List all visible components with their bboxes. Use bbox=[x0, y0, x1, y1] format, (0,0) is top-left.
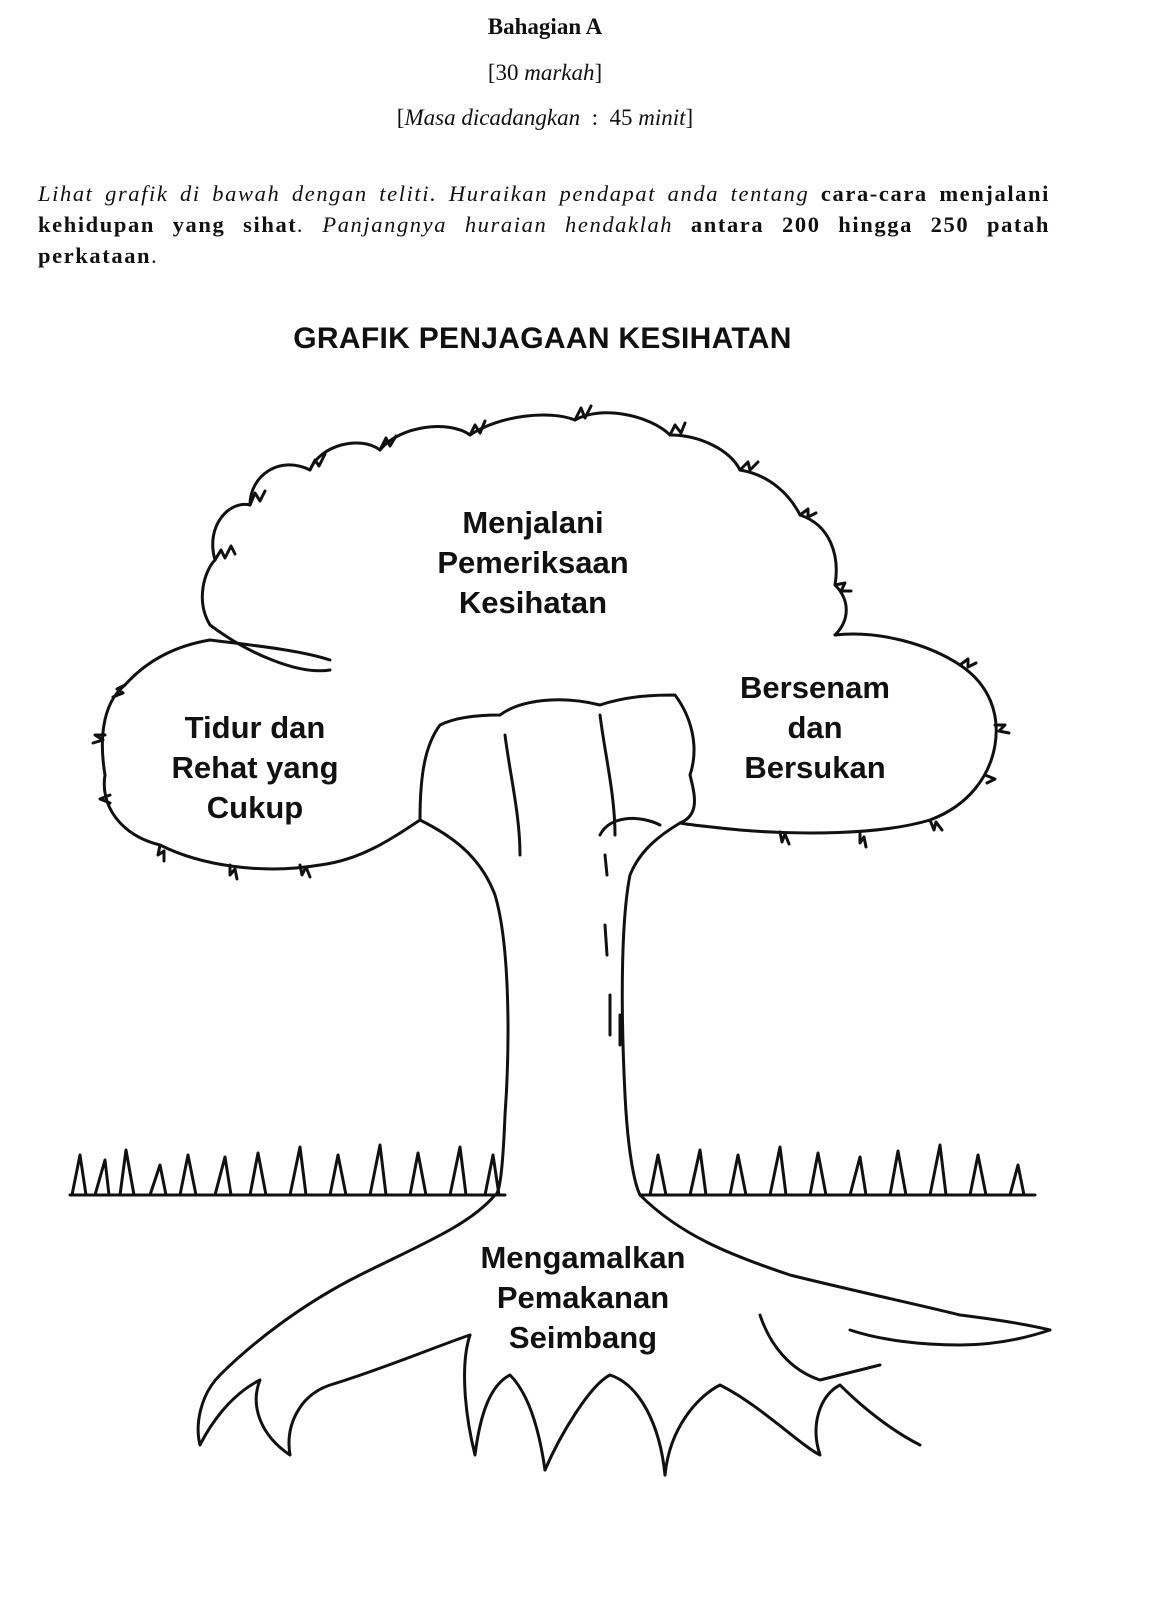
time-word: Masa dicadangkan bbox=[404, 105, 581, 130]
instr-part3: . Panjangnya huraian hendaklah bbox=[297, 212, 691, 237]
time-sep: : 45 bbox=[580, 105, 639, 130]
marks-line bbox=[0, 60, 1090, 86]
marks-close: ] bbox=[594, 60, 603, 85]
instr-wordcount: antara 200 hingga 250 patah perkataan bbox=[38, 212, 1050, 268]
marks-open: [30 bbox=[487, 60, 525, 85]
graphic-title: GRAFIK PENJAGAAN KESIHATAN bbox=[293, 322, 792, 355]
trunk-left bbox=[420, 820, 508, 1195]
instr-part5: . bbox=[151, 243, 159, 268]
marks-word: markah bbox=[524, 60, 595, 85]
time-line bbox=[0, 105, 1090, 131]
label-sleep-rest: Tidur dan Rehat yang Cukup bbox=[171, 710, 339, 825]
label-balanced-diet: Mengamalkan Pemakanan Seimbang bbox=[480, 1240, 686, 1355]
section-title: Bahagian A bbox=[487, 14, 603, 39]
instructions-paragraph bbox=[38, 178, 1050, 271]
time-open: [ bbox=[396, 105, 405, 130]
time-close: ] bbox=[685, 105, 694, 130]
label-health-checkup: Menjalani Pemeriksaan Kesihatan bbox=[437, 505, 629, 620]
trunk-right bbox=[622, 823, 680, 1195]
grass-right bbox=[640, 1145, 1035, 1195]
grass-left bbox=[70, 1145, 505, 1195]
label-exercise-sports: Bersenam dan Bersukan bbox=[740, 670, 890, 785]
instr-part1: Lihat grafik di bawah dengan teliti. Huraikan pendapat anda tentang bbox=[38, 181, 821, 206]
time-unit: minit bbox=[638, 105, 686, 130]
instr-topic: cara-cara menjalani kehidupan yang sihat bbox=[38, 181, 1050, 237]
